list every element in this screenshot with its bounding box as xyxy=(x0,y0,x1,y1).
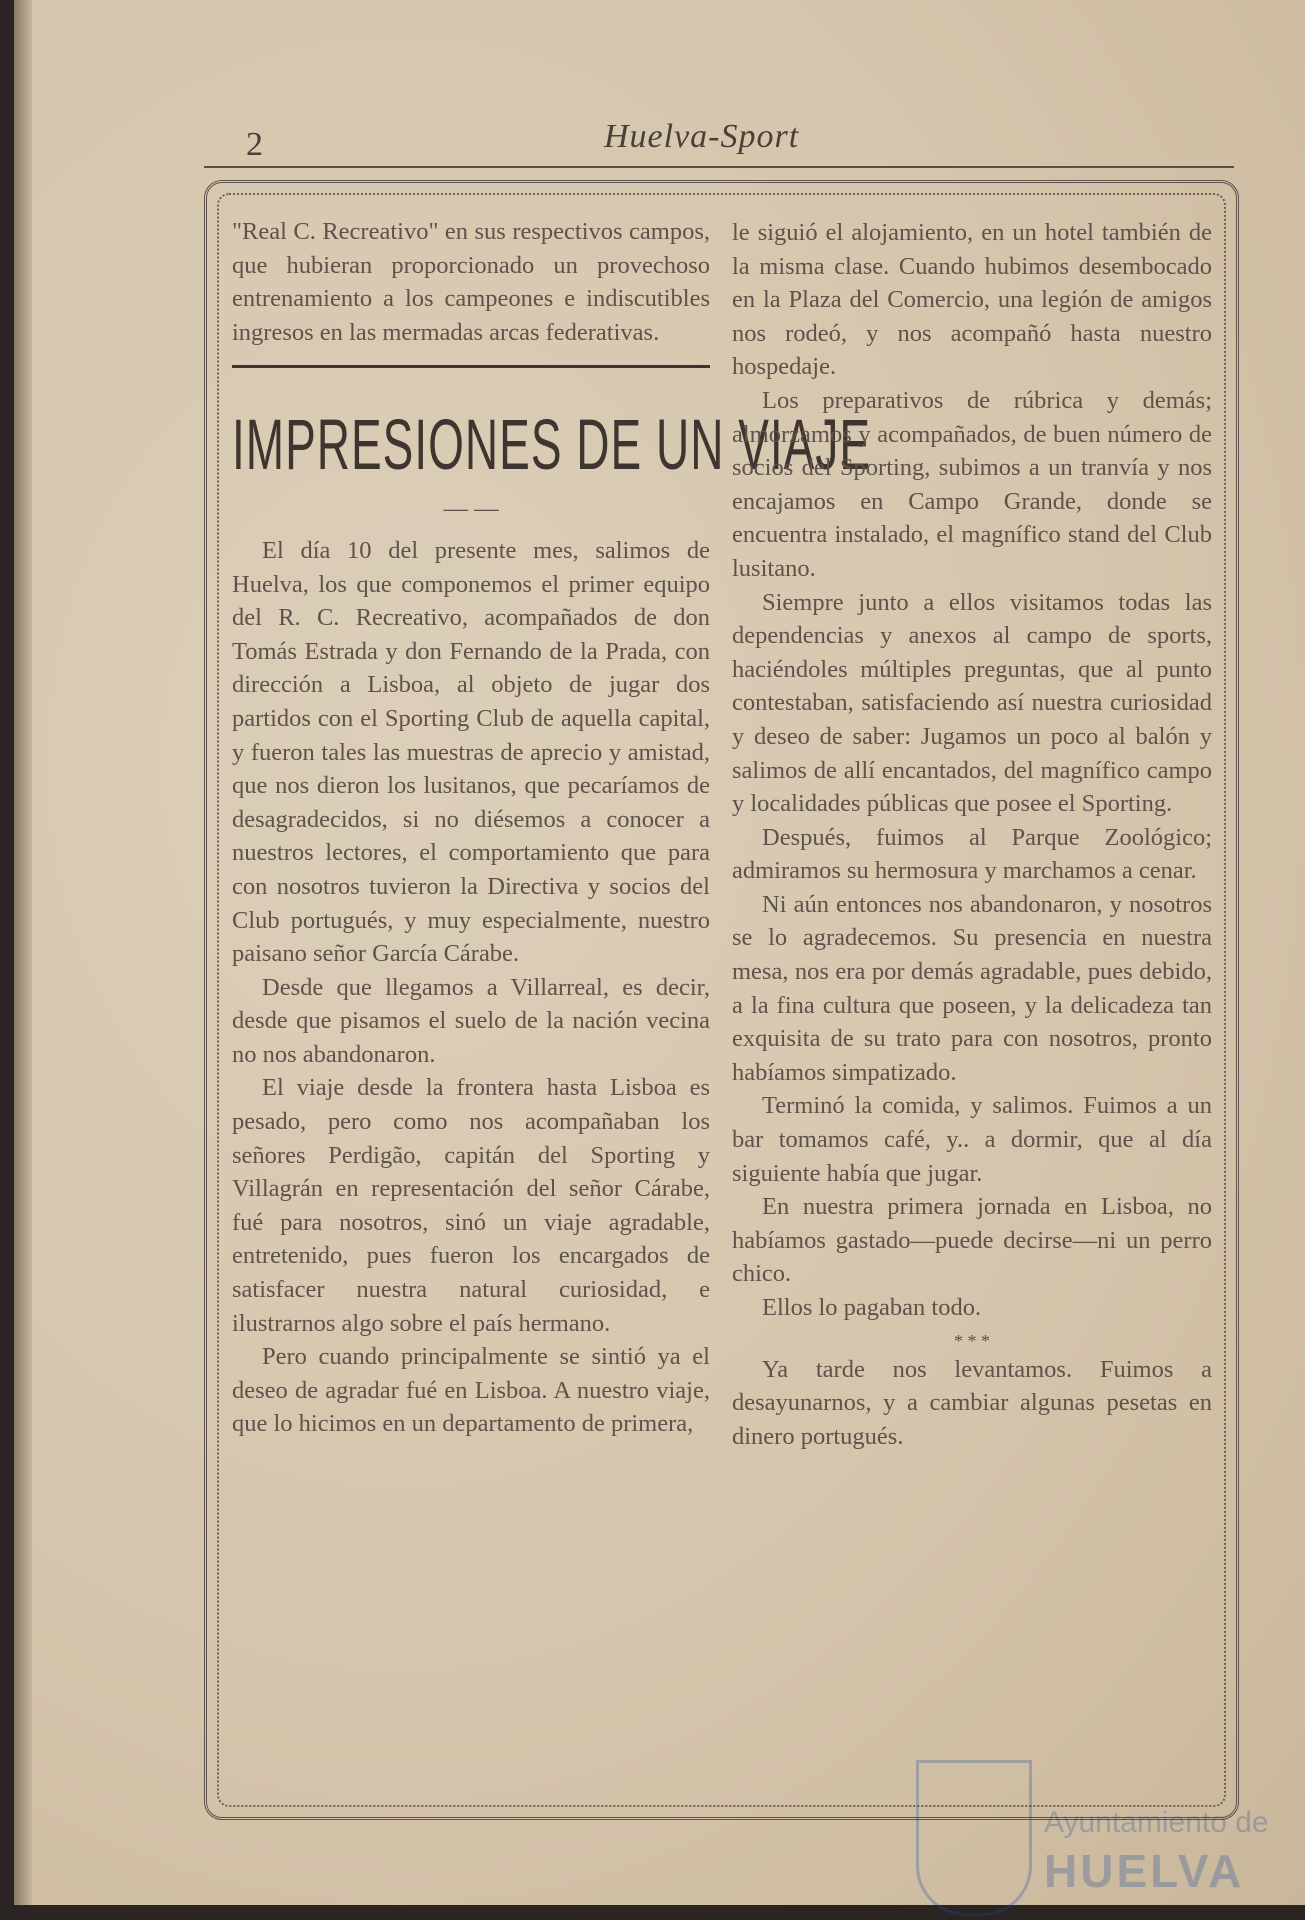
paragraph: Ya tarde nos levantamos. Fuimos a desayunarnos, y a cambiar algunas pesetas en dinero portugués. xyxy=(732,1355,1212,1450)
paragraph: El día 10 del presente mes, salimos de Huelva, los que componemos el primer equipo del R. C. Recreativo, acompañados de don Tomás Estrada y don Fernando de la Prada, con dirección a Lisboa, al objeto de jugar dos partidos con el Sporting Club de aquella capital, y fueron tales las muestras de aprecio y amistad, que nos dieron los lusitanos, que pecaríamos de desagradecidos, si no diésemos a conocer a nuestros lectores, el comportamiento que para con nosotros tuvieron la Directiva y socios del Club portugués, y muy especialmente, nuestro paisano señor García Cárabe. xyxy=(232,536,710,968)
running-title: Huelva-Sport xyxy=(604,118,800,155)
continued-paragraph: "Real C. Recreativo" en sus respectivos campos, que hubieran proporcionado un provechoso entrenamiento a los campeones e indiscutibles ingresos en las mermadas arcas federativas. xyxy=(232,218,710,346)
page-number: 2 xyxy=(246,126,263,163)
book-spine xyxy=(14,0,32,1905)
paragraph: Después, fuimos al Parque Zoológico; admiramos su hermosura y marchamos a cenar. xyxy=(732,823,1212,885)
paragraph: Ni aún entonces nos abandonaron, y nosotros se lo agradecemos. Su presencia en nuestra mesa, nos era por demás agradable, pues debido, a la fina cultura que poseen, y la delicadeza tan exquisita de su trato para con nosotros, pronto habíamos simpatizado. xyxy=(732,890,1212,1086)
paragraph: le siguió el alojamiento, en un hotel también de la misma clase. Cuando hubimos desembocado en la Plaza del Comercio, una legión de amigos nos rodeó, y nos acompañó hasta nuestro hospedaje. xyxy=(732,219,1212,381)
header-rule xyxy=(204,166,1234,168)
article-headline: IMPRESIONES DE UN VIAJE xyxy=(232,404,872,485)
paragraph: Pero cuando principalmente se sintió ya el deseo de agradar fué en Lisboa. A nuestro viaje, que lo hicimos en un departamento de primera, xyxy=(232,1343,710,1438)
headline-dash: — — xyxy=(443,495,499,523)
right-column xyxy=(732,216,1212,1453)
coat-of-arms-icon xyxy=(916,1760,1032,1916)
paragraph: Desde que llegamos a Villarreal, es decir, desde que pisamos el suelo de la nación vecina no nos abandonaron. xyxy=(232,973,710,1068)
paragraph: En nuestra primera jornada en Lisboa, no habíamos gastado—puede decirse—ni un perro chico. xyxy=(732,1193,1212,1288)
paragraph: Terminó la comida, y salimos. Fuimos a un bar tomamos café, y.. a dormir, que al día siguiente había que jugar. xyxy=(732,1092,1212,1187)
section-separator: * * * xyxy=(954,1330,990,1351)
paragraph: Los preparativos de rúbrica y demás; almorzamos y acompañados, de buen número de socios del Sporting, subimos a un tranvía y nos encajamos en Campo Grande, donde se encuentra instalado, el magnífico stand del Club lusitano. xyxy=(732,386,1212,582)
newspaper-page xyxy=(14,0,1305,1905)
watermark-line1: Ayuntamiento de xyxy=(1044,1806,1269,1839)
watermark-line2: HUELVA xyxy=(1044,1845,1245,1897)
paragraph: Ellos lo pagaban todo. xyxy=(762,1294,982,1321)
section-rule xyxy=(232,365,710,368)
paragraph: Siempre junto a ellos visitamos todas las dependencias y anexos al campo de sports, haciéndoles múltiples preguntas, que al punto contestaban, satisfaciendo así nuestra curiosidad y deseo de saber: Jugamos un poco al balón y salimos de allí encantados, del magnífico campo y localidades públicas que posee el Sporting. xyxy=(732,588,1212,818)
paragraph: El viaje desde la frontera hasta Lisboa es pesado, pero como nos acompañaban los señores Perdigão, capitán del Sporting y Villagrán en representación del señor Cárabe, fué para nosotros, sinó un viaje agradable, entretenido, pues fueron los encargados de satisfacer nuestra natural curiosidad, e ilustrarnos algo sobre el país hermano. xyxy=(232,1074,710,1337)
archive-watermark xyxy=(894,1760,1274,1910)
